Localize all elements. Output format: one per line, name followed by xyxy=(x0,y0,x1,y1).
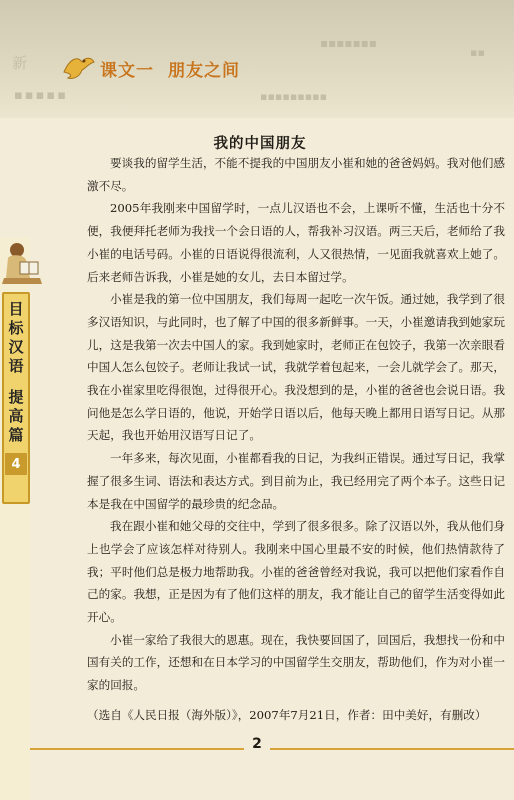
reading-girl-icon xyxy=(0,238,46,290)
background-faded-text: 新 xyxy=(12,54,28,72)
series-side-tab xyxy=(2,292,30,504)
paragraph: 一年多来，每次见面，小崔都看我的日记，为我纠正错误。通过写日记，我掌握了很多生词、语法和表达方式。到目前为止，我已经用完了两个本子。这些日记本是我在中国留学的最珍贵的纪念品。 xyxy=(87,451,505,511)
paragraph: 2005年我刚来中国留学时，一点儿汉语也不会，上课听不懂，生活也十分不便，我便拜托老师为我找一个会日语的人，帮我补习汉语。两三天后，老师给了我小崔的电话号码。小崔的日语说得很流利，人又很热情，一见面我就喜欢上她了。后来老师告诉我，小崔是她的女儿，去日本留过学。 xyxy=(87,201,505,284)
background-faded-text: ▪▪▪▪▪ xyxy=(14,88,69,103)
paragraph: 我在跟小崔和她父母的交往中，学到了很多很多。除了汉语以外，我从他们身上也学会了应该怎样对待别人。我刚来中国心里最不安的时候，他们热情款待了我；平时他们总是极力地帮助我。小崔的爸爸曾经对我说，我可以把他们家看作自己的家。我想，正是因为有了他们这样的朋友，我才能让自己的留学生活变得如此开心。 xyxy=(87,519,505,625)
background-faded-text: ▪▪ xyxy=(470,46,485,59)
paragraph: 小崔是我的第一位中国朋友，我们每周一起吃一次午饭。通过她，我学到了很多汉语知识，与此同时，也了解了中国的很多新鲜事。一天，小崔邀请我到她家玩儿，这是我第一次去中国人的家。我到她家时，老师正在包饺子，我第一次亲眼看中国人怎么包饺子。老师让我试一试，我就学着包起来，一会儿就学会了。那天，我在小崔家里吃得很饱，过得很开心。我没想到的是，小崔的爸爸也会说日语。我问他是怎么学日语的，他说，开始学日语以后，他每天晚上都用日语写日记。从那天起，我也开始用汉语写日记了。 xyxy=(87,292,505,443)
page-number-value: 2 xyxy=(244,736,270,752)
background-faded-text: ▪▪▪▪▪▪▪▪▪ xyxy=(260,90,328,103)
series-level: 提高篇 xyxy=(8,388,24,444)
page-number xyxy=(0,736,514,752)
lesson-number: 课文一 xyxy=(100,60,154,81)
article-body xyxy=(87,152,505,697)
background-faded-text: ▪▪▪▪▪▪▪ xyxy=(320,36,377,50)
bird-icon xyxy=(60,52,96,84)
lesson-title: 朋友之间 xyxy=(168,60,240,81)
paragraph: 小崔一家给了我很大的恩惠。现在，我快要回国了，回国后，我想找一份和中国有关的工作，还想和在日本学习的中国留学生交朋友，帮助他们，作为对小崔一家的回报。 xyxy=(87,632,505,693)
article-title: 我的中国朋友 xyxy=(213,136,307,152)
paragraph: 要谈我的留学生活，不能不提我的中国朋友小崔和她的爸爸妈妈。我对他们感激不尽。 xyxy=(87,156,505,193)
lesson-header xyxy=(60,50,460,86)
source-citation: （选自《人民日报（海外版）》，2007年7月21日，作者：田中美好，有删改） xyxy=(87,708,487,722)
volume-badge: 4 xyxy=(5,453,27,475)
series-title: 目标汉语 xyxy=(8,300,24,375)
